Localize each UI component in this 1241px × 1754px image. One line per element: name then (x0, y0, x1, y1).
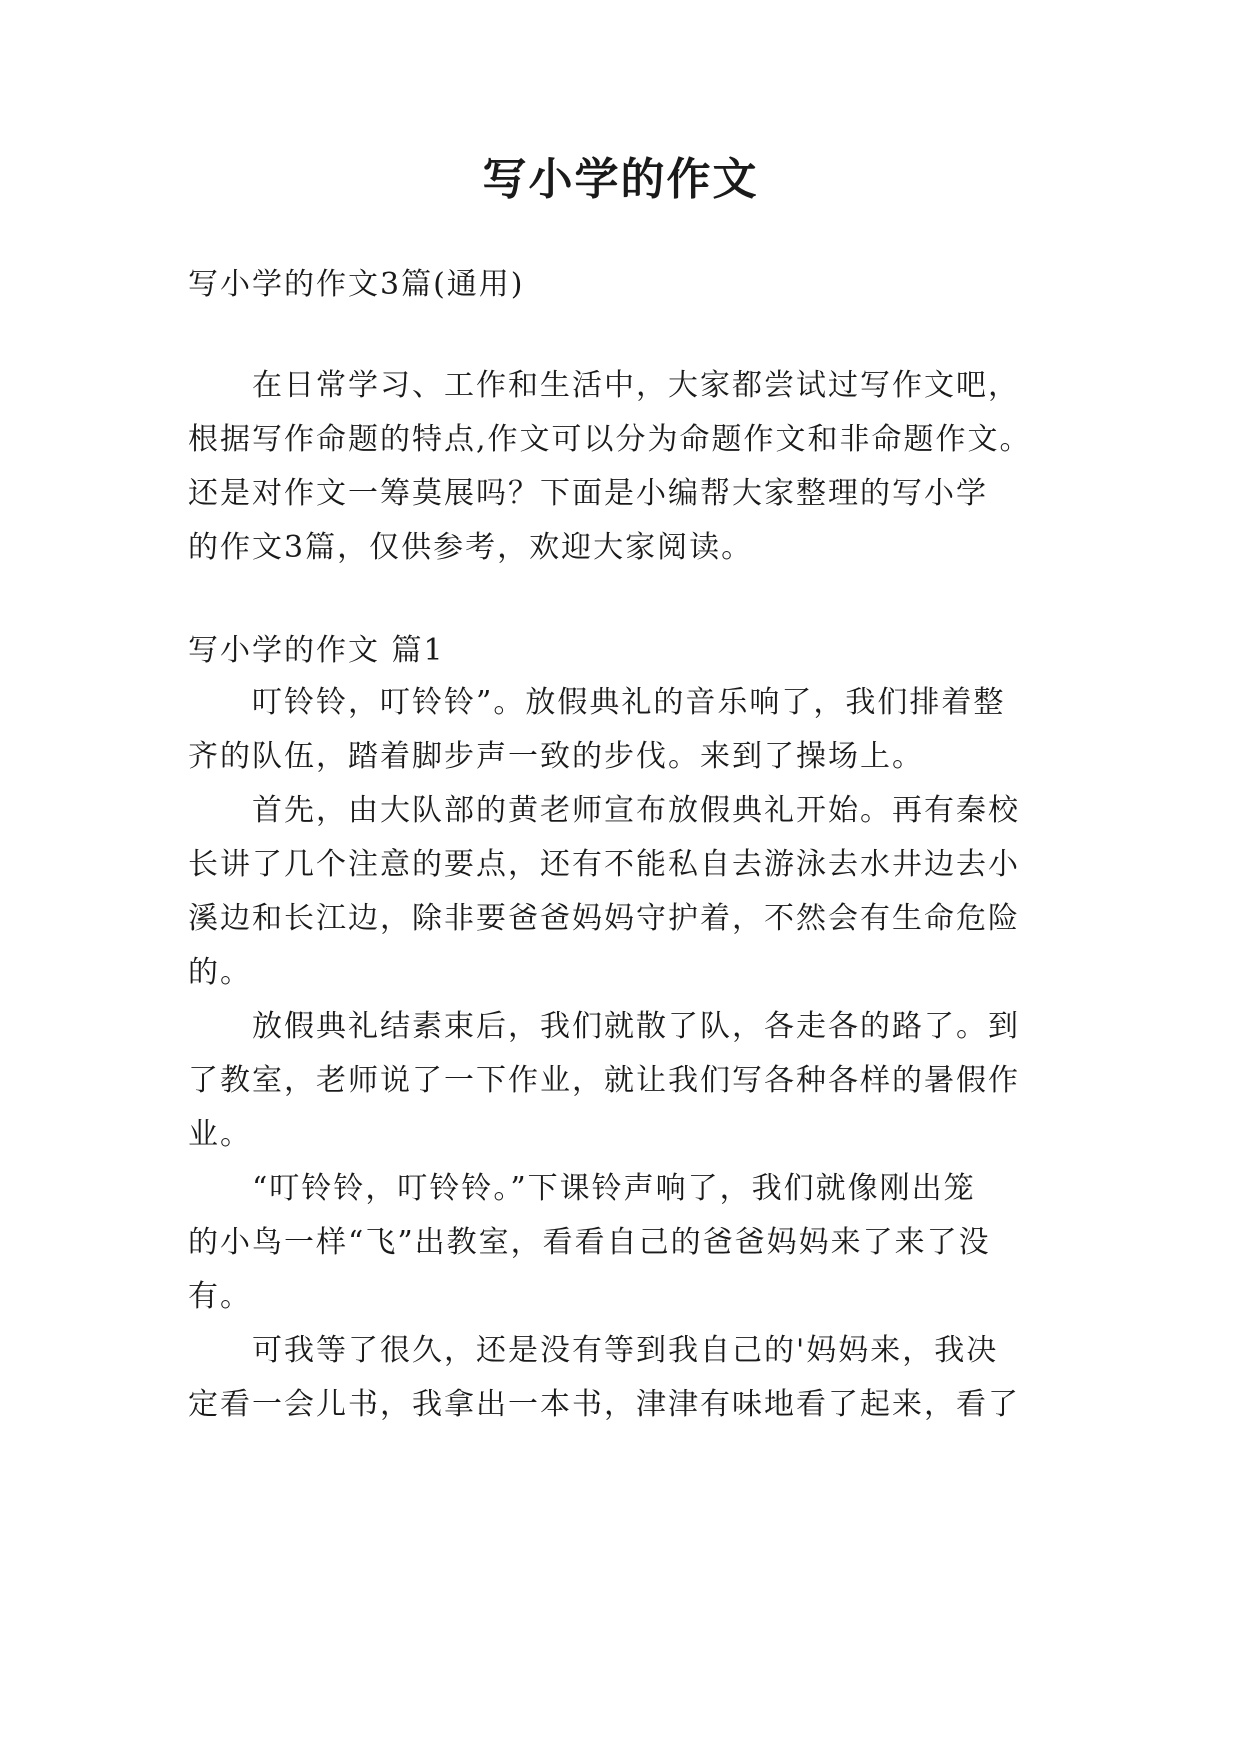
paragraph-line: 长讲了几个注意的要点，还有不能私自去游泳去水井边去小 (188, 847, 1020, 882)
intro-line: 还是对作文一筹莫展吗？下面是小编帮大家整理的写小学 (188, 476, 988, 511)
paragraph-line: 定看一会儿书，我拿出一本书，津津有味地看了起来，看了 (188, 1387, 1020, 1422)
document-title: 写小学的作文 (482, 154, 759, 205)
paragraph-line: 的。 (188, 955, 252, 990)
intro-line: 在日常学习、工作和生活中，大家都尝试过写作文吧， (252, 368, 1020, 403)
paragraph-line: “叮铃铃，叮铃铃。”下课铃声响了，我们就像刚出笼 (252, 1171, 976, 1206)
paragraph-line: 叮铃铃，叮铃铃”。放假典礼的音乐响了，我们排着整 (252, 685, 1006, 720)
paragraph-line: 溪边和长江边，除非要爸爸妈妈守护着，不然会有生命危险 (188, 901, 1020, 936)
paragraph-line: 的小鸟一样“飞”出教室，看看自己的爸爸妈妈来了来了没 (188, 1225, 991, 1260)
intro-line: 的作文3篇，仅供参考，欢迎大家阅读。 (188, 530, 754, 565)
document-subtitle: 写小学的作文3篇(通用) (188, 267, 525, 302)
section-heading: 写小学的作文 篇1 (188, 633, 445, 668)
paragraph-line: 首先，由大队部的黄老师宣布放假典礼开始。再有秦校 (252, 793, 1020, 828)
paragraph-line: 齐的队伍，踏着脚步声一致的步伐。来到了操场上。 (188, 739, 924, 774)
paragraph-line: 有。 (188, 1279, 252, 1314)
paragraph-line: 放假典礼结素束后，我们就散了队，各走各的路了。到 (252, 1009, 1020, 1044)
paragraph-line: 可我等了很久，还是没有等到我自己的'妈妈来，我决 (252, 1333, 999, 1368)
paragraph-line: 业。 (188, 1117, 252, 1152)
intro-line: 根据写作命题的特点,作文可以分为命题作文和非命题作文。 (188, 422, 1032, 457)
paragraph-line: 了教室，老师说了一下作业，就让我们写各种各样的暑假作 (188, 1063, 1020, 1098)
